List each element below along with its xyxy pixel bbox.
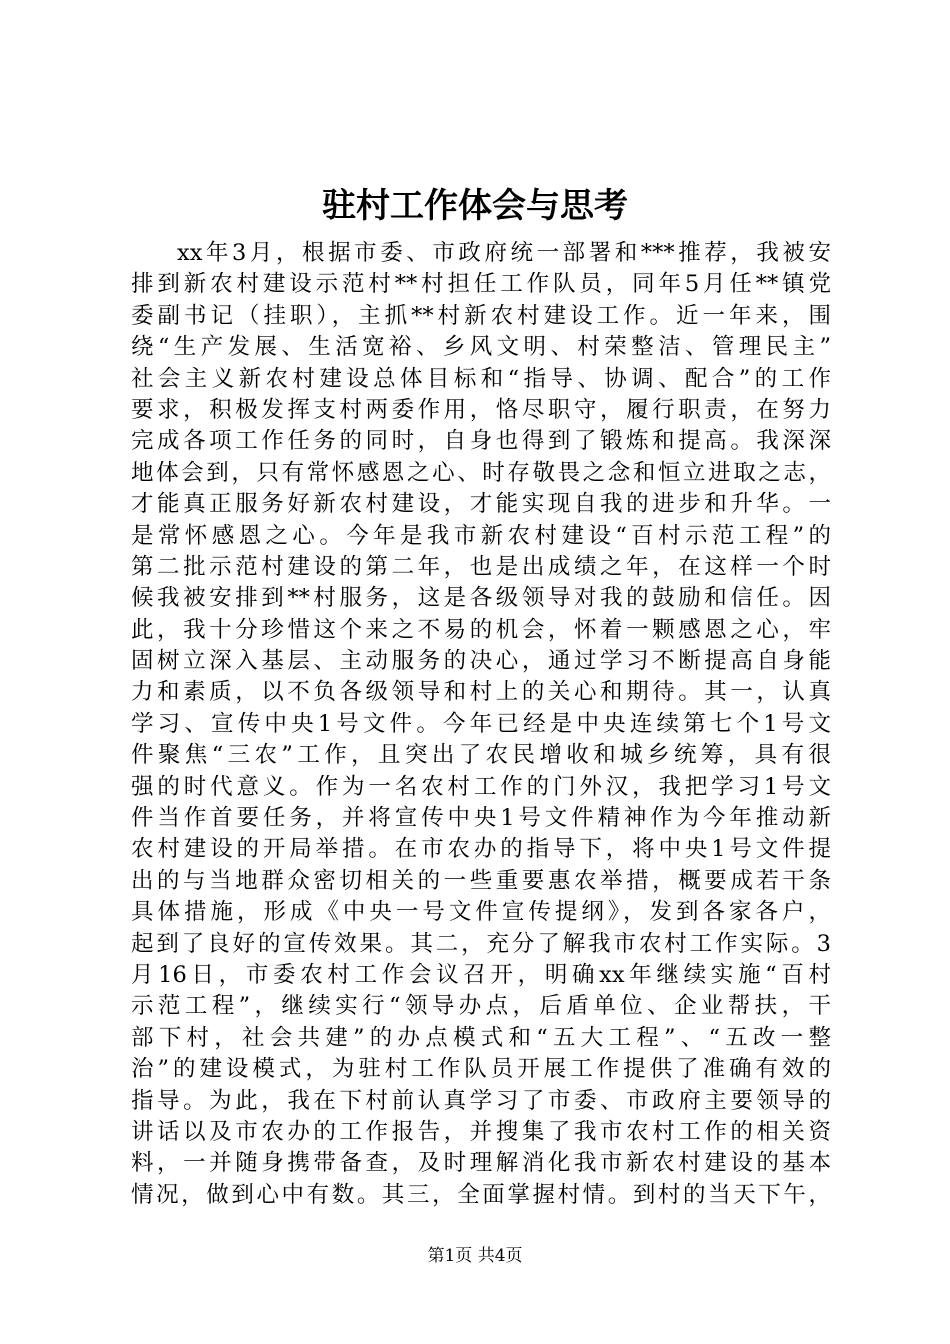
body-line: 情况，做到心中有数。其三，全面掌握村情。到村的当天下午，	[131, 1181, 831, 1208]
body-line: 固树立深入基层、主动服务的决心，通过学习不断提高自身能	[131, 648, 831, 675]
body-line: 学习、宣传中央1号文件。今年已经是中央连续第七个1号文	[131, 710, 831, 737]
body-line: 绕“生产发展、生活宽裕、乡风文明、村荣整洁、管理民主”	[131, 334, 831, 361]
body-line: 件聚焦“三农”工作，且突出了农民增收和城乡统筹，具有很	[131, 742, 831, 769]
body-line: 月16日，市委农村工作会议召开，明确xx年继续实施“百村	[131, 961, 831, 988]
body-line: 排到新农村建设示范村**村担任工作队员，同年5月任**镇党	[131, 271, 831, 298]
body-line: 部下村，社会共建”的办点模式和“五大工程”、“五改一整	[131, 1024, 831, 1051]
body-line: 社会主义新农村建设总体目标和“指导、协调、配合”的工作	[131, 365, 831, 392]
body-line: 农村建设的开局举措。在市农办的指导下，将中央1号文件提	[131, 836, 831, 863]
body-line: 出的与当地群众密切相关的一些重要惠农举措，概要成若干条	[131, 867, 831, 894]
body-line: 完成各项工作任务的同时，自身也得到了锻炼和提高。我深深	[131, 428, 831, 455]
body-line: 才能真正服务好新农村建设，才能实现自我的进步和升华。一	[131, 491, 831, 518]
body-line: 是常怀感恩之心。今年是我市新农村建设“百村示范工程”的	[131, 522, 831, 549]
body-line: 委副书记（挂职），主抓**村新农村建设工作。近一年来，围	[131, 302, 831, 329]
document-body	[131, 238, 831, 1211]
body-line: 要求，积极发挥支村两委作用，恪尽职守，履行职责，在努力	[131, 396, 831, 423]
body-line: 地体会到，只有常怀感恩之心、时存敬畏之念和恒立进取之志，	[131, 459, 831, 486]
body-line: 候我被安排到**村服务，这是各级领导对我的鼓励和信任。因	[131, 585, 831, 612]
body-line: 强的时代意义。作为一名农村工作的门外汉，我把学习1号文	[131, 773, 831, 800]
body-line: 治”的建设模式，为驻村工作队员开展工作提供了准确有效的	[131, 1056, 831, 1083]
body-line: 具体措施，形成《中央一号文件宣传提纲》，发到各家各户，	[131, 899, 831, 926]
body-line: 力和素质，以不负各级领导和村上的关心和期待。其一，认真	[131, 679, 831, 706]
body-line: 示范工程”，继续实行“领导办点，后盾单位、企业帮扶，干	[131, 993, 831, 1020]
body-line: xx年3月，根据市委、市政府统一部署和***推荐，我被安	[177, 240, 831, 266]
page-footer: 第1页 共4页	[427, 1246, 523, 1266]
body-line: 此，我十分珍惜这个来之不易的机会，怀着一颗感恩之心，牢	[131, 616, 831, 643]
body-line: 起到了良好的宣传效果。其二，充分了解我市农村工作实际。3	[131, 930, 831, 957]
body-line: 件当作首要任务，并将宣传中央1号文件精神作为今年推动新	[131, 805, 831, 832]
body-line: 讲话以及市农办的工作报告，并搜集了我市农村工作的相关资	[131, 1118, 831, 1145]
body-line: 第二批示范村建设的第二年，也是出成绩之年，在这样一个时	[131, 553, 831, 580]
body-line: 料，一并随身携带备查，及时理解消化我市新农村建设的基本	[131, 1150, 831, 1177]
body-line: 指导。为此，我在下村前认真学习了市委、市政府主要领导的	[131, 1087, 831, 1114]
document-title: 驻村工作体会与思考	[322, 186, 628, 226]
